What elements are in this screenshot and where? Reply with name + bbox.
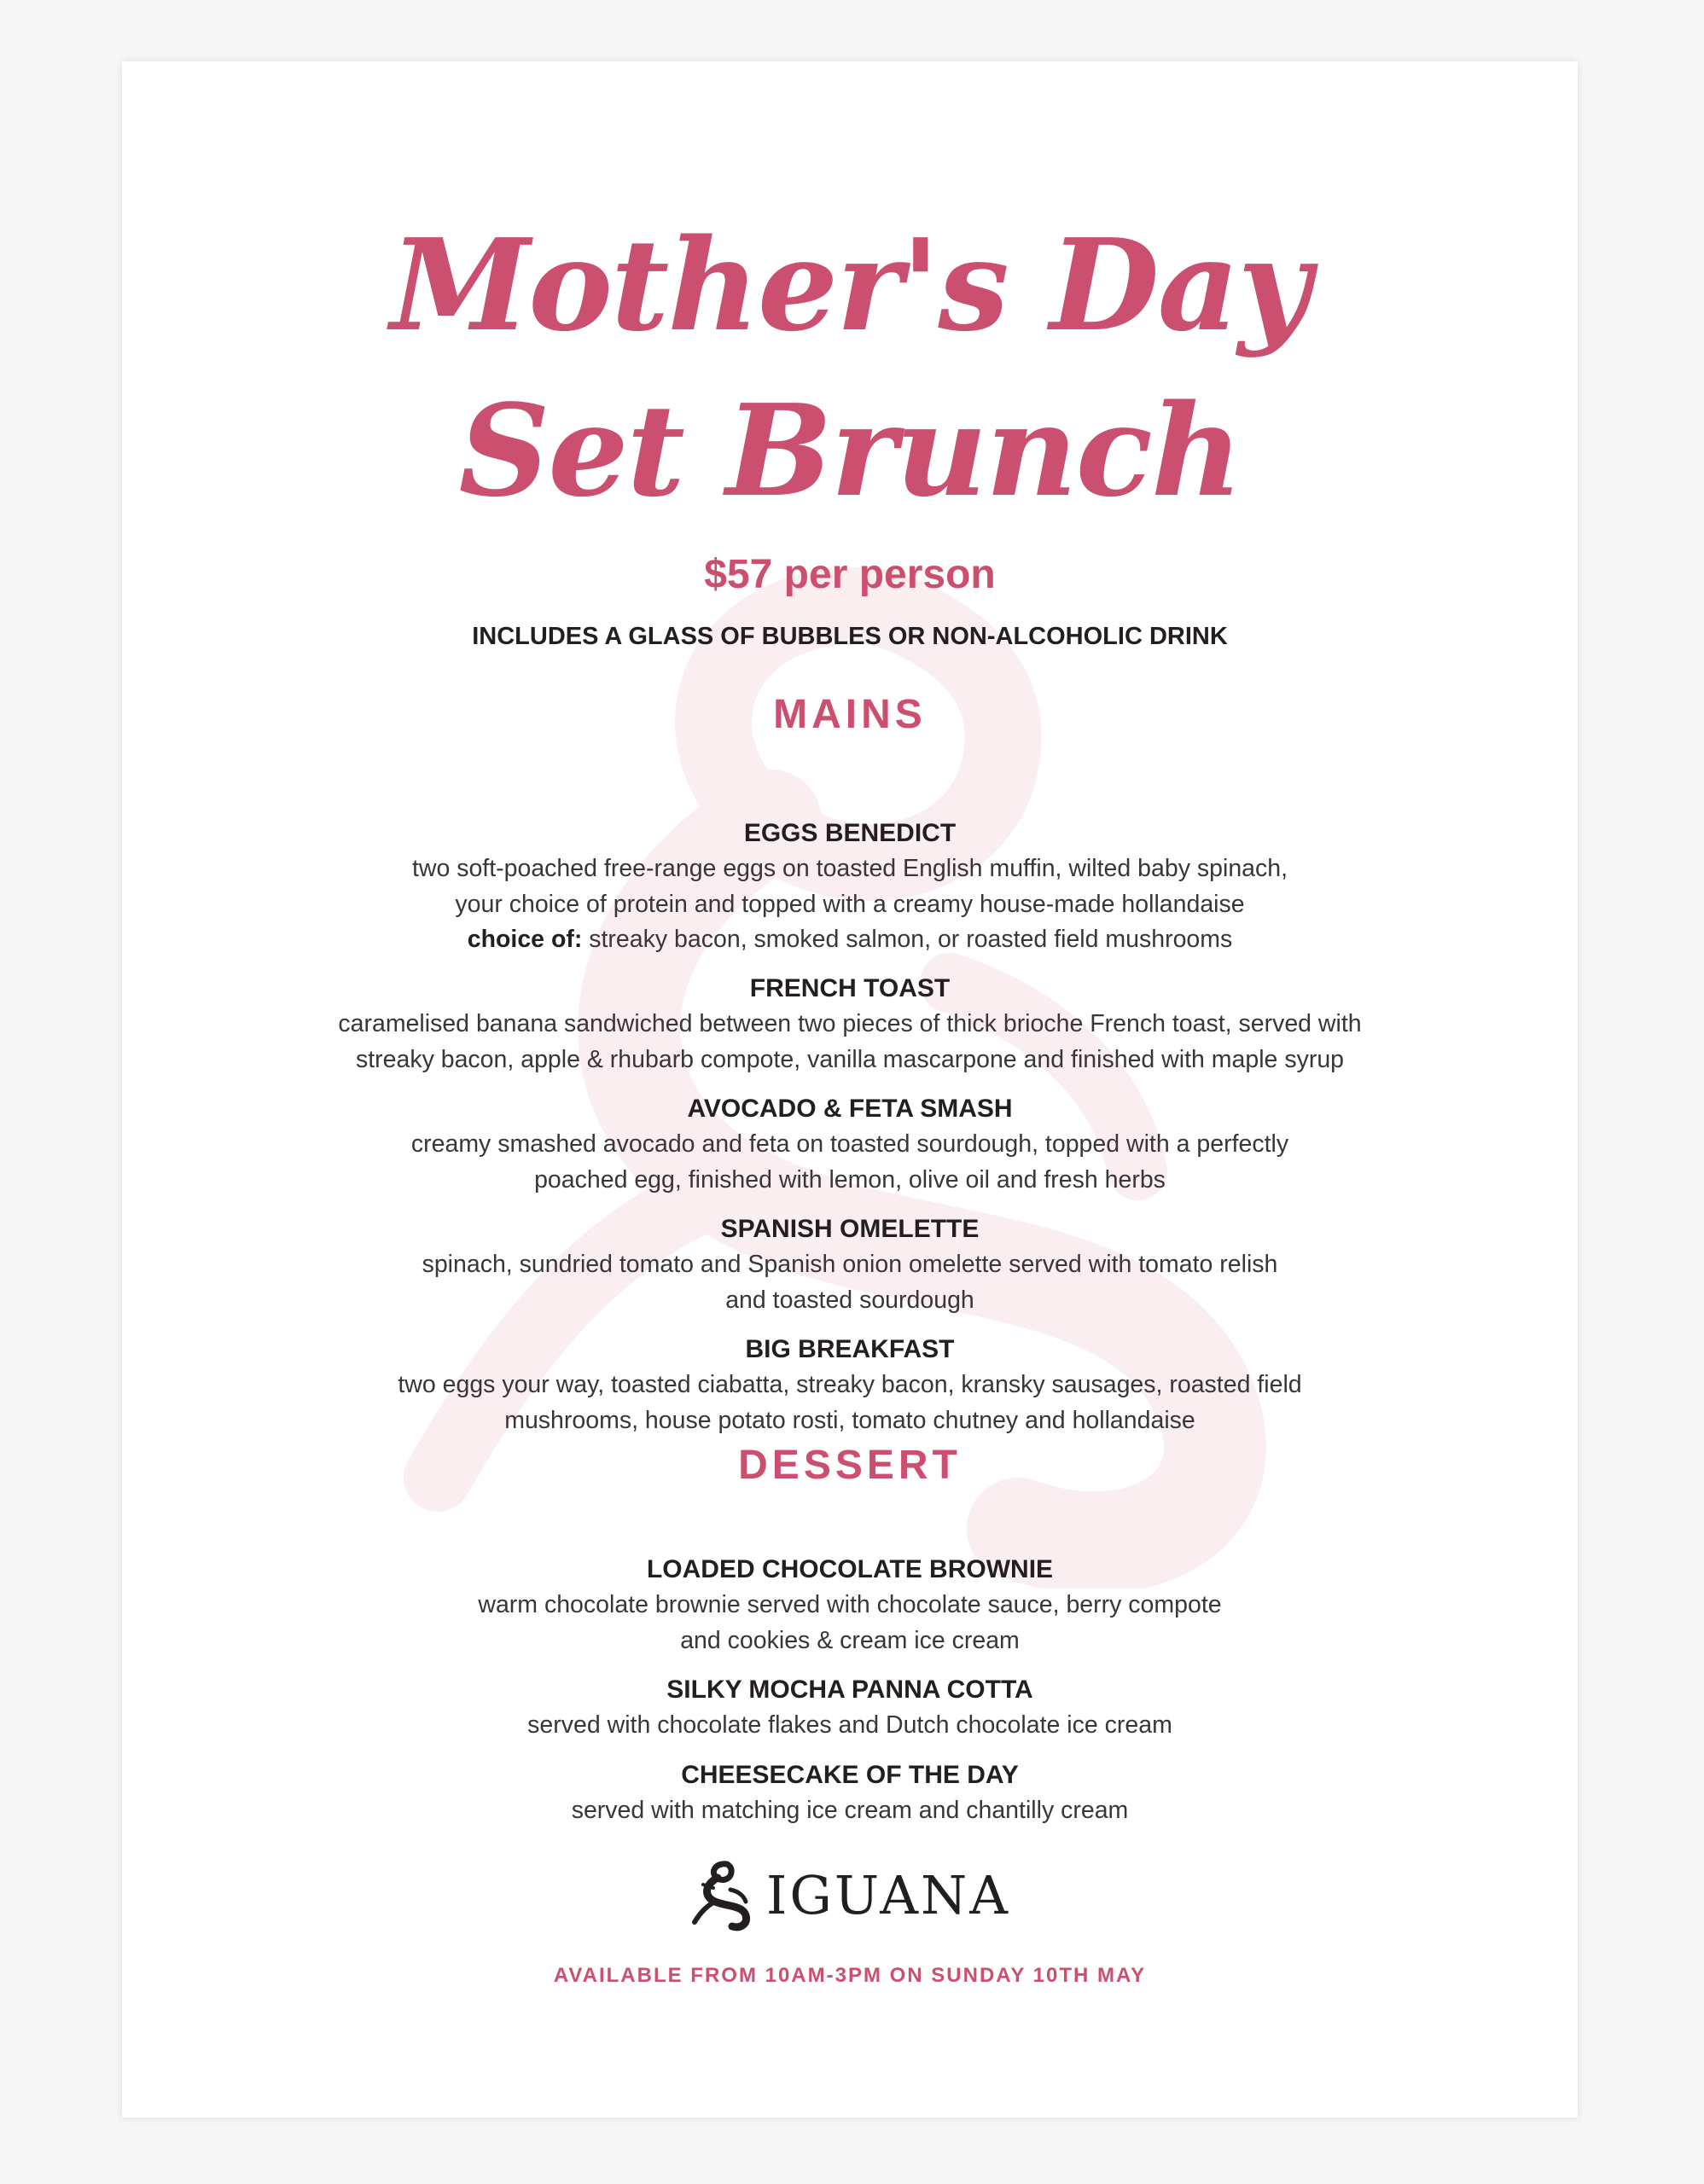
availability-note: AVAILABLE FROM 10AM-3PM ON SUNDAY 10TH MAY: [553, 1964, 1147, 1987]
logo-text: IGUANA: [765, 1864, 1011, 1926]
item-name: EGGS BENEDICT: [743, 819, 957, 847]
item-name: AVOCADO & FETA SMASH: [687, 1095, 1013, 1123]
description-line: two soft-poached free-range eggs on toasted English muffin, wilted baby spinach,: [411, 855, 1288, 882]
menu-item-cheesecake-of-the-day: [122, 1757, 1578, 1829]
description-line: creamy smashed avocado and feta on toasted sourdough, topped with a perfectly: [410, 1130, 1289, 1158]
description-line: your choice of protein and topped with a creamy house-made hollandaise: [455, 890, 1245, 918]
item-name: CHEESECAKE OF THE DAY: [681, 1761, 1019, 1789]
item-description: [122, 1793, 1578, 1829]
mains-heading: MAINS: [773, 692, 927, 737]
item-description: [122, 1368, 1578, 1438]
choice-options: streaky bacon, smoked salmon, or roasted field mushrooms: [589, 926, 1233, 953]
description-line: served with matching ice cream and chantilly cream: [571, 1797, 1129, 1824]
description-line: poached egg, finished with lemon, olive oil and fresh herbs: [534, 1165, 1166, 1194]
item-description: [122, 1588, 1578, 1658]
title-line-1: Mother's Day: [390, 211, 1310, 359]
menu-item-avocado-feta-smash: [122, 1091, 1578, 1198]
menu-content: [122, 61, 1578, 2117]
description-line: spinach, sundried tomato and Spanish onion omelette served with tomato relish: [422, 1251, 1278, 1278]
menu-item-big-breakfast: [122, 1332, 1578, 1438]
item-name: BIG BREAKFAST: [745, 1335, 955, 1363]
menu-item-silky-mocha-panna-cotta: [122, 1672, 1578, 1744]
title-line-2: Set Brunch: [458, 376, 1242, 525]
menu-page: [122, 61, 1578, 2117]
description-line: streaky bacon, apple & rhubarb compote, vanilla mascarpone and finished with maple syrup: [355, 1045, 1345, 1073]
item-name: FRENCH TOAST: [749, 974, 951, 1002]
description-line: and cookies & cream ice cream: [680, 1626, 1020, 1654]
description-line: warm chocolate brownie served with chocolate sauce, berry compote: [478, 1591, 1222, 1618]
includes-note: INCLUDES A GLASS OF BUBBLES OR NON-ALCOHOLIC DRINK: [472, 623, 1228, 650]
menu-item-spanish-omelette: [122, 1211, 1578, 1318]
item-description: [122, 1127, 1578, 1198]
item-description: [122, 1708, 1578, 1744]
item-description: [122, 1247, 1578, 1318]
menu-item-loaded-chocolate-brownie: [122, 1552, 1578, 1658]
iguana-logo: [122, 1862, 1578, 1930]
item-description: [122, 851, 1578, 958]
description-line: served with chocolate flakes and Dutch chocolate ice cream: [527, 1711, 1172, 1739]
choice-label: choice of:: [467, 926, 583, 953]
iguana-icon: [689, 1859, 758, 1932]
menu-item-eggs-benedict: [122, 816, 1578, 958]
description-line: two eggs your way, toasted ciabatta, streaky bacon, kransky sausages, roasted field: [398, 1371, 1302, 1398]
item-name: SPANISH OMELETTE: [720, 1215, 980, 1243]
menu-item-french-toast: [122, 971, 1578, 1077]
price: $57 per person: [704, 552, 996, 597]
item-name: SILKY MOCHA PANNA COTTA: [666, 1676, 1033, 1704]
item-description: [122, 1007, 1578, 1077]
description-line: mushrooms, house potato rosti, tomato chutney and hollandaise: [504, 1406, 1195, 1434]
item-name: LOADED CHOCOLATE BROWNIE: [646, 1555, 1054, 1583]
choice-line: [122, 922, 1578, 958]
dessert-heading: DESSERT: [738, 1443, 962, 1488]
description-line: and toasted sourdough: [725, 1286, 974, 1314]
description-line: caramelised banana sandwiched between two pieces of thick brioche French toast, served with: [338, 1010, 1362, 1037]
